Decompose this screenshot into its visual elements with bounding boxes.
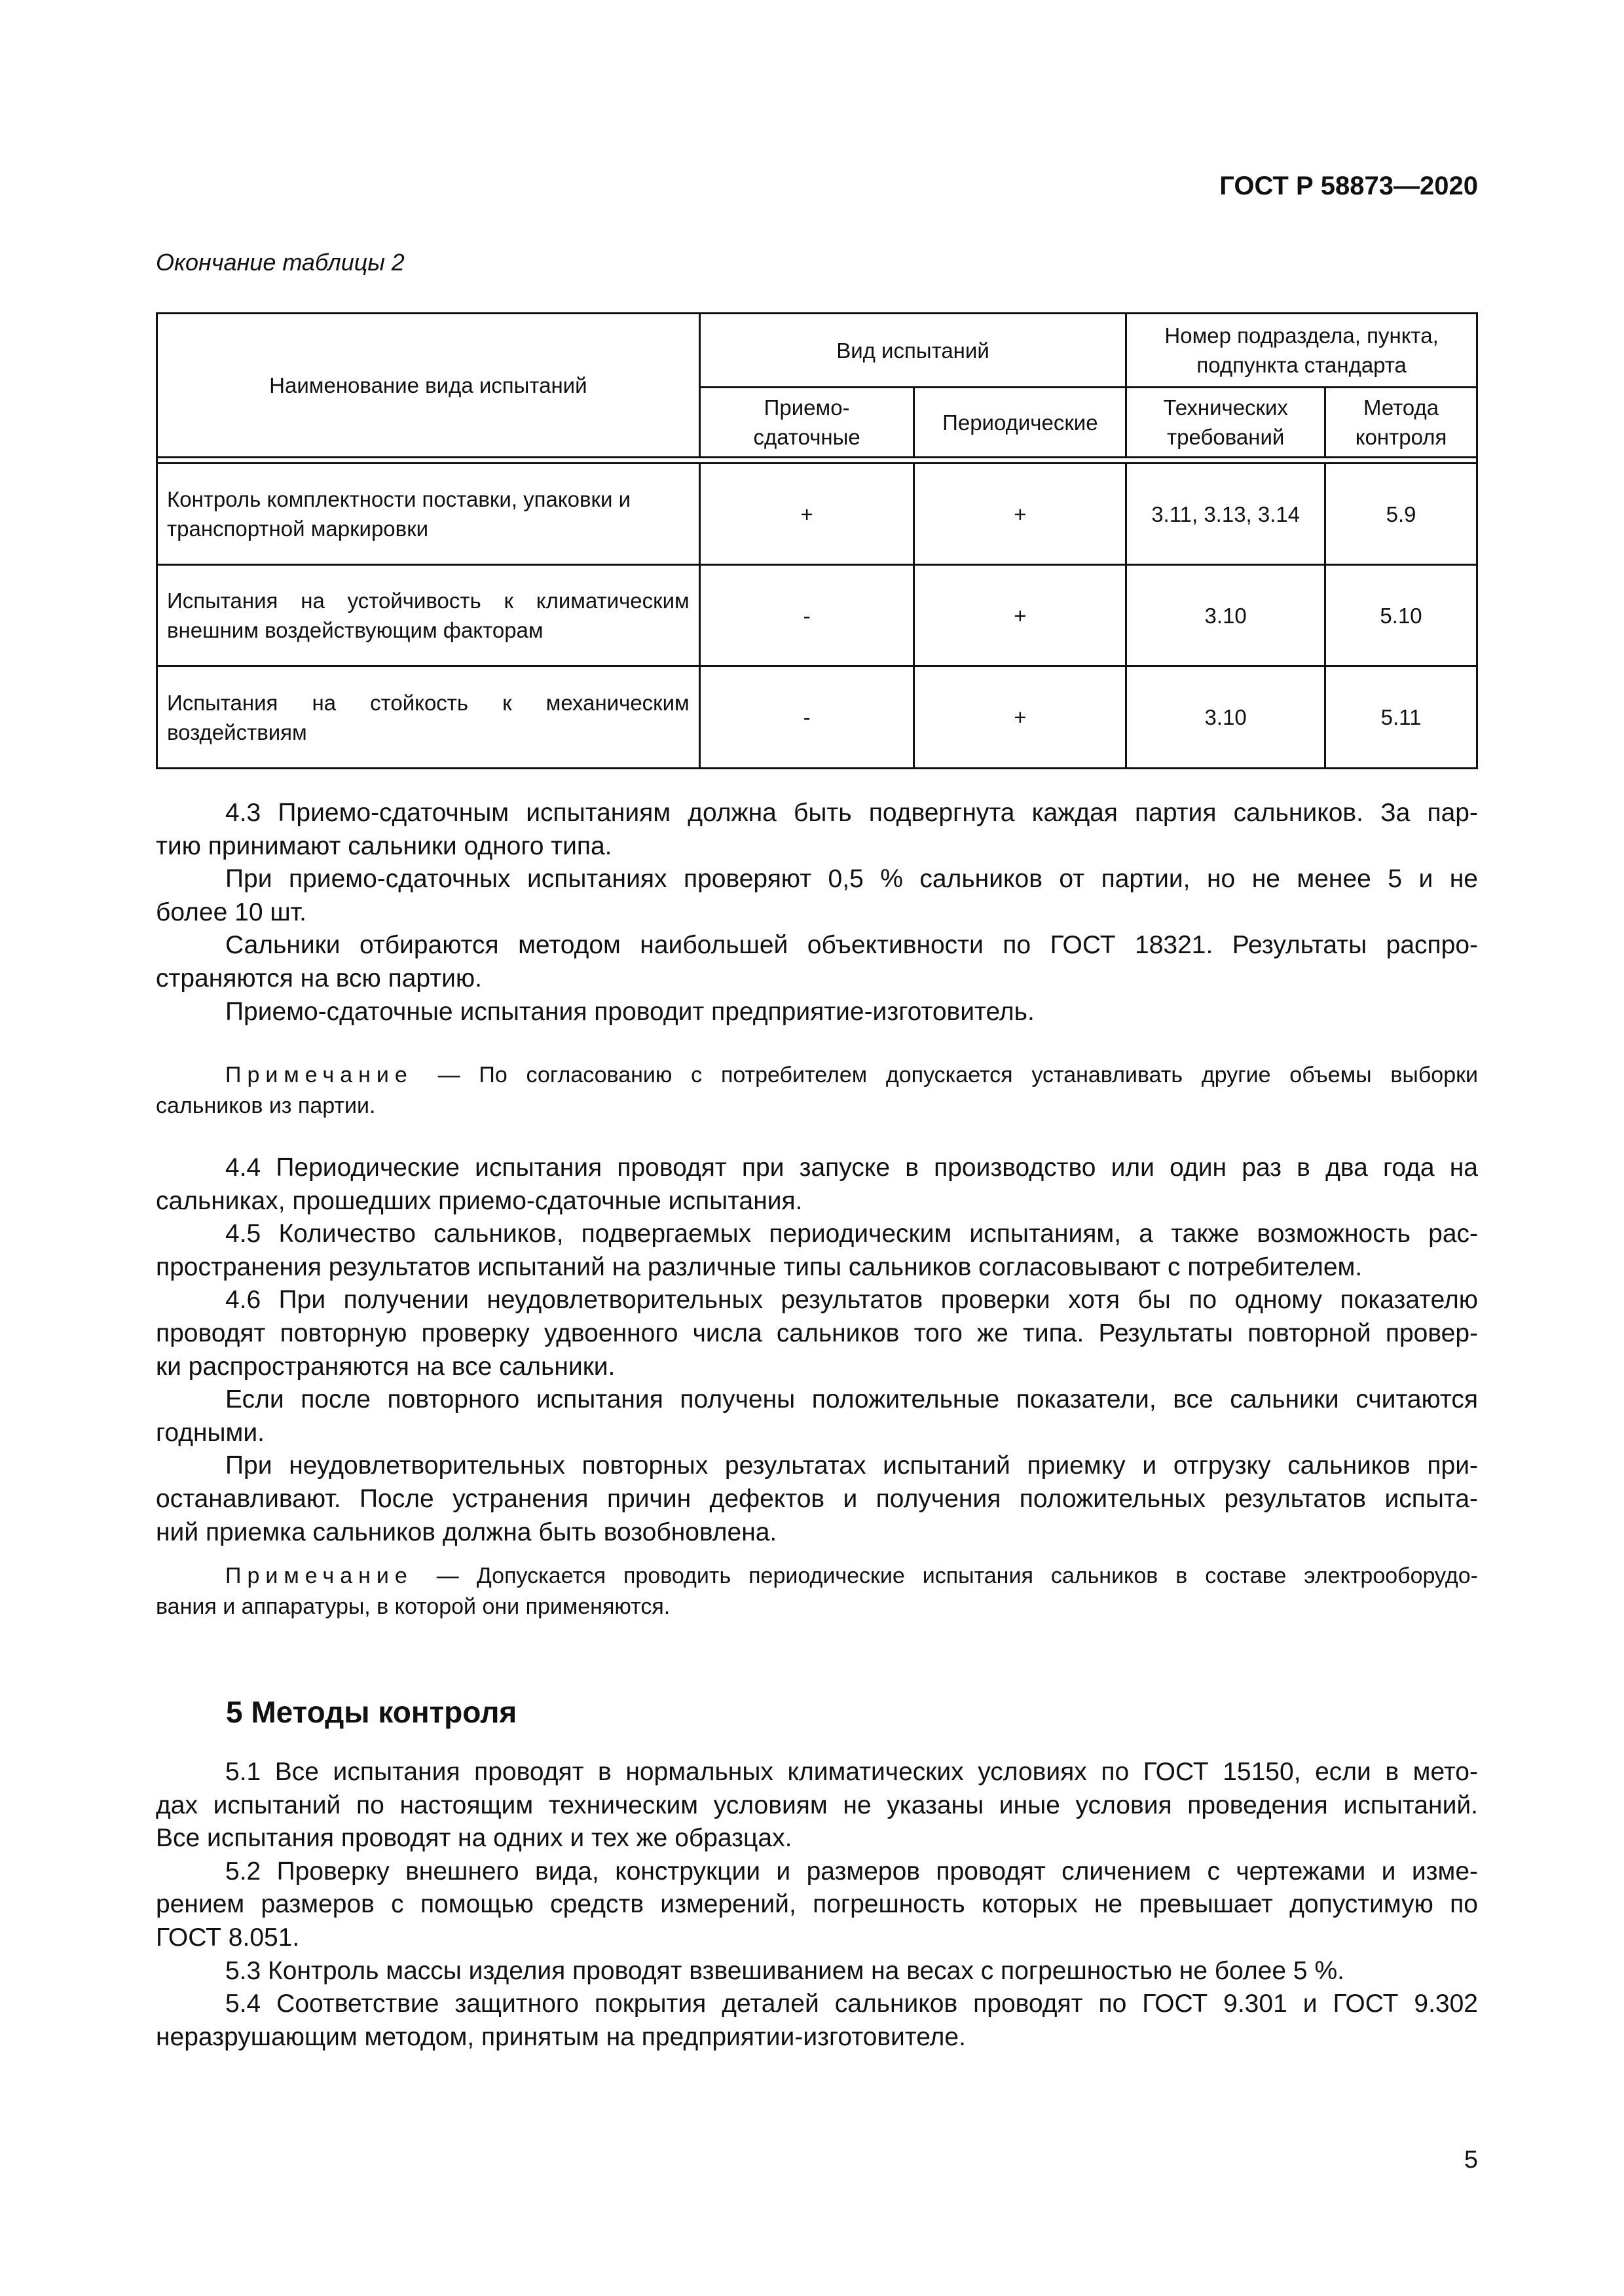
paragraph-line: 4.5 Количество сальников, подвергаемых периодическим испытаниям, а также возможность рас- <box>225 1220 1478 1248</box>
paragraph-line: 5.4 Соответствие защитного покрытия деталей сальников проводят по ГОСТ 9.301 и ГОСТ 9.302 <box>225 1990 1478 2018</box>
row-name: Контроль комплектности поставки, упаковки и транспортной маркировки <box>157 464 700 565</box>
header-separator <box>157 458 1477 464</box>
row-periodic: + <box>914 666 1126 769</box>
row-tech: 3.10 <box>1126 565 1325 666</box>
paragraph <box>156 1284 1478 1383</box>
section-4-paragraphs-b <box>156 1152 1478 1549</box>
row-method: 5.10 <box>1325 565 1477 666</box>
paragraph-line: дах испытаний по настоящим техническим условиям не указаны иные условия проведения испытаний. <box>156 1791 1478 1819</box>
paragraph <box>156 1855 1478 1955</box>
tests-table <box>156 312 1478 769</box>
paragraph <box>156 1218 1478 1284</box>
paragraph-line: При приемо-сдаточных испытаниях проверяют 0,5 % сальников от партии, но не менее 5 и не <box>225 865 1478 894</box>
note-line: Примечание — Допускается проводить периодические испытания сальников в составе электрооборудо- <box>225 1563 1478 1588</box>
row-name: Испытания на стойкость к механическим воздействиям <box>157 666 700 769</box>
document-code: ГОСТ Р 58873—2020 <box>1219 172 1478 200</box>
note-1 <box>156 1060 1478 1121</box>
header-section-number: Номер подраздела, пункта, подпункта стандарта <box>1126 314 1477 388</box>
paragraph-line: пространения результатов испытаний на различные типы сальников согласовывают с потребителем. <box>156 1252 1363 1281</box>
note-line: Примечание — По согласованию с потребителем допускается устанавливать другие объемы выборки <box>225 1063 1478 1087</box>
table-row <box>157 666 1477 769</box>
note-label: Примечание <box>225 1063 438 1087</box>
paragraph-line: 5.3 Контроль массы изделия проводят взвешиванием на весах с погрешностью не более 5 %. <box>225 1956 1344 1985</box>
paragraph-line: неразрушающим методом, принятым на предприятии-изготовителе. <box>156 2022 966 2051</box>
paragraph-line: Приемо-сдаточные испытания проводит предприятие-изготовитель. <box>225 997 1035 1026</box>
note-line: вания и аппаратуры, в которой они применяются. <box>156 1594 671 1619</box>
row-acceptance: - <box>699 565 914 666</box>
row-periodic: + <box>914 464 1126 565</box>
paragraph <box>156 1152 1478 1218</box>
row-periodic: + <box>914 565 1126 666</box>
paragraph-line: Если после повторного испытания получены положительные показатели, все сальники считаются <box>225 1385 1478 1414</box>
paragraph-line: сальниках, прошедших приемо-сдаточные испытания. <box>156 1186 803 1215</box>
row-tech: 3.10 <box>1126 666 1325 769</box>
row-acceptance: - <box>699 666 914 769</box>
page-number: 5 <box>1464 2146 1478 2174</box>
header-method: Метода контроля <box>1325 388 1477 458</box>
paragraph-line: 5.2 Проверку внешнего вида, конструкции и размеров проводят сличением с чертежами и изме- <box>225 1857 1478 1886</box>
row-acceptance: + <box>699 464 914 565</box>
header-tech: Технических требований <box>1126 388 1325 458</box>
row-method: 5.11 <box>1325 666 1477 769</box>
table-row <box>157 565 1477 666</box>
paragraph <box>156 929 1478 995</box>
note-line: сальников из партии. <box>156 1093 376 1118</box>
paragraph <box>156 1449 1478 1549</box>
paragraph-line: Сальники отбираются методом наибольшей объективности по ГОСТ 18321. Результаты распро- <box>225 931 1478 960</box>
paragraph <box>156 1988 1478 2054</box>
paragraph-line: ГОСТ 8.051. <box>156 1923 300 1952</box>
paragraph <box>156 1756 1478 1855</box>
row-tech: 3.11, 3.13, 3.14 <box>1126 464 1325 565</box>
paragraph-line: Все испытания проводят на одних и тех же образцах. <box>156 1824 792 1853</box>
paragraph-line: 4.6 При получении неудовлетворительных результатов проверки хотя бы по одному показателю <box>225 1286 1478 1315</box>
paragraph-line: годными. <box>156 1418 265 1447</box>
paragraph <box>156 1955 1478 1988</box>
header-periodic: Периодические <box>914 388 1126 458</box>
paragraph-line: тию принимают сальники одного типа. <box>156 831 612 860</box>
header-acceptance: Приемо-сдаточные <box>699 388 914 458</box>
header-test-type: Вид испытаний <box>699 314 1126 388</box>
paragraph <box>156 1383 1478 1449</box>
table-caption: Окончание таблицы 2 <box>156 249 405 276</box>
paragraph-line: рением размеров с помощью средств измерений, погрешность которых не превышает допустимую по <box>156 1890 1478 1919</box>
note-label: Примечание <box>225 1563 437 1588</box>
paragraph-line: ки распространяются на все сальники. <box>156 1352 616 1381</box>
paragraph <box>156 863 1478 929</box>
row-name: Испытания на устойчивость к климатическим внешним воздействующим факторам <box>157 565 700 666</box>
table-row <box>157 464 1477 565</box>
section-5-paragraphs <box>156 1756 1478 2054</box>
paragraph <box>156 797 1478 863</box>
note-2 <box>156 1561 1478 1622</box>
section-5-heading: 5 Методы контроля <box>226 1695 517 1729</box>
paragraph <box>156 996 1478 1029</box>
paragraph-line: 4.4 Периодические испытания проводят при запуске в производство или один раз в два года на <box>225 1154 1478 1182</box>
paragraph-line: останавливают. После устранения причин дефектов и получения положительных результатов испыта- <box>156 1484 1478 1513</box>
section-4-paragraphs-a <box>156 797 1478 1029</box>
paragraph-line: При неудовлетворительных повторных результатах испытаний приемку и отгрузку сальников при- <box>225 1451 1478 1480</box>
paragraph-line: 4.3 Приемо-сдаточным испытаниям должна быть подвергнута каждая партия сальников. За пар- <box>225 799 1478 827</box>
paragraph-line: страняются на всю партию. <box>156 964 482 993</box>
paragraph-line: более 10 шт. <box>156 898 307 926</box>
row-method: 5.9 <box>1325 464 1477 565</box>
paragraph-line: ний приемка сальников должна быть возобновлена. <box>156 1518 777 1546</box>
header-name: Наименование вида испытаний <box>157 314 700 458</box>
paragraph-line: проводят повторную проверку удвоенного числа сальников того же типа. Результаты повторной провер- <box>156 1319 1478 1347</box>
paragraph-line: 5.1 Все испытания проводят в нормальных климатических условиях по ГОСТ 15150, если в мето- <box>225 1758 1478 1786</box>
